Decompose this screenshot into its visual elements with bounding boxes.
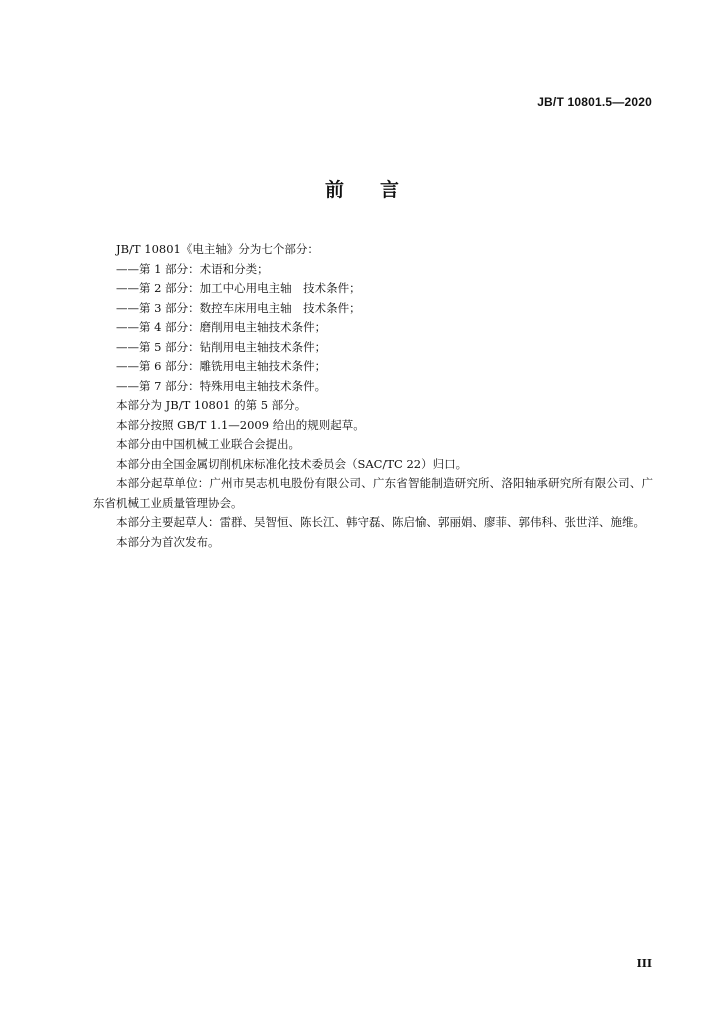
this-part-paragraph: 本部分为 JB/T 10801 的第 5 部分。 <box>116 398 307 412</box>
part-item-4: ——第 4 部分：磨削用电主轴技术条件； <box>116 320 327 334</box>
intro-line: JB/T 10801《电主轴》分为七个部分： <box>116 242 319 256</box>
title-char-1: 前 <box>324 179 344 201</box>
part-item-5: ——第 5 部分：钻削用电主轴技术条件； <box>116 339 327 354</box>
drafting-rules-paragraph: 本部分按照 GB/T 1.1—2009 给出的规则起草。 <box>116 417 365 432</box>
part-item-2: ——第 2 部分：加工中心用电主轴 技术条件； <box>116 281 361 295</box>
part-item-6: ——第 6 部分：雕铣用电主轴技术条件； <box>116 359 327 373</box>
standard-code: JB/T 10801.5—2020 <box>537 95 652 109</box>
proposed-by-paragraph: 本部分由中国机械工业联合会提出。 <box>116 437 300 451</box>
part-item-3: ——第 3 部分：数控车床用电主轴 技术条件； <box>116 300 361 315</box>
page-title <box>0 175 724 202</box>
drafting-units-paragraph: 本部分起草单位：广州市昊志机电股份有限公司、广东省智能制造研究所、洛阳轴承研究所有限公司、广东省机械工业质量管理协会。 <box>93 476 653 510</box>
title-char-2: 言 <box>380 179 400 201</box>
centralized-by-paragraph: 本部分由全国金属切削机床标准化技术委员会（SAC/TC 22）归口。 <box>116 456 468 471</box>
foreword-body <box>93 240 653 552</box>
part-item-1: ——第 1 部分：术语和分类； <box>116 261 269 276</box>
first-release-paragraph: 本部分为首次发布。 <box>116 534 220 549</box>
drafters-paragraph: 本部分主要起草人：雷群、吴智恒、陈长江、韩守磊、陈启愉、郭丽娟、廖菲、郭伟科、张世洋、施维。 <box>116 515 645 529</box>
part-item-7: ——第 7 部分：特殊用电主轴技术条件。 <box>116 378 327 393</box>
page-number: III <box>636 957 652 970</box>
